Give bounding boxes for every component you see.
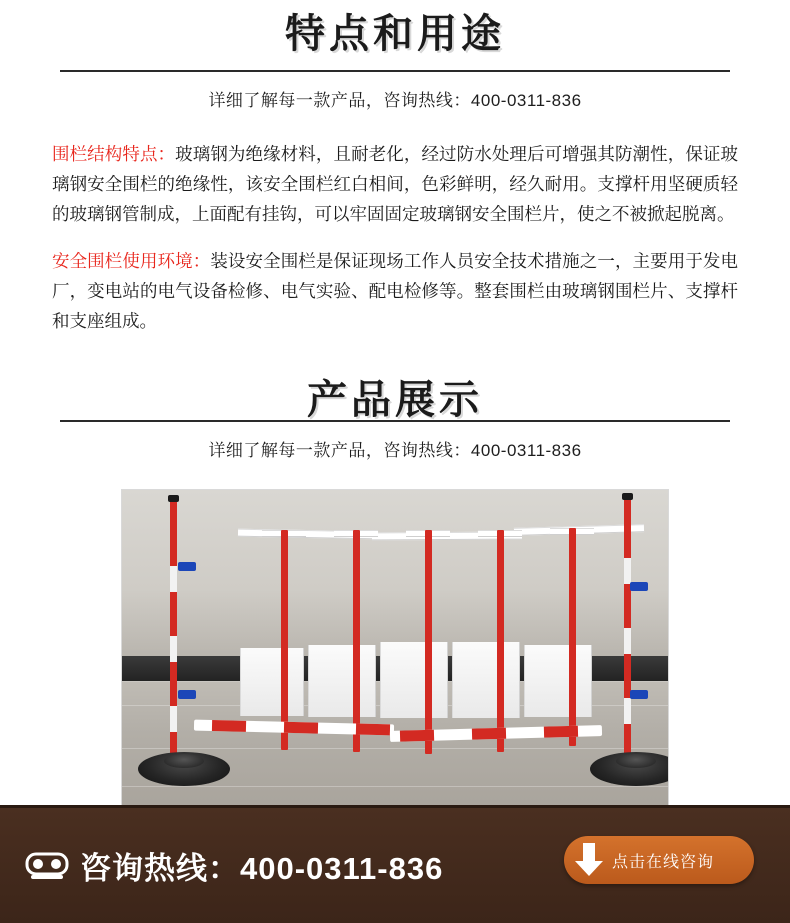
- fence-rod: [425, 530, 432, 754]
- footer-contact-bar: [0, 805, 790, 923]
- showcase-section-title: 产品展示: [307, 376, 483, 423]
- photo-wall: [122, 490, 668, 656]
- fence-support-post-left: [170, 500, 177, 770]
- fence-panel: [308, 645, 376, 717]
- paragraph-structure-text: 玻璃钢为绝缘材料，且耐老化，经过防水处理后可增强其防潮性，保证玻璃钢安全围栏的绝缘性，该安全围栏红白相间，色彩鲜明，经久耐用。支撑杆用坚硬质轻的玻璃钢管制成，上面配有挂钩，可以牢固固定玻璃钢安全围栏片，使之不被掀起脱离。: [52, 143, 739, 224]
- telephone-icon: [24, 848, 70, 884]
- fence-base-top: [616, 754, 656, 768]
- fence-rod: [497, 530, 504, 752]
- fence-panel: [380, 642, 448, 718]
- paragraph-structure-lead: 围栏结构特点：: [52, 143, 176, 164]
- fence-clamp: [178, 562, 196, 571]
- fence-clamp: [630, 690, 648, 699]
- fence-panel: [452, 642, 520, 718]
- showcase-subtitle: 详细了解每一款产品，咨询热线：400-0311-836: [208, 440, 582, 460]
- paragraph-structure: [52, 139, 738, 229]
- product-photo-scene: [122, 490, 668, 810]
- fence-rod: [569, 528, 576, 746]
- features-body: [52, 139, 738, 337]
- online-consult-button[interactable]: [564, 836, 754, 884]
- post-cap: [622, 493, 633, 500]
- paragraph-environment-text: 装设安全围栏是保证现场工作人员安全技术措施之一，主要用于发电厂，变电站的电气设备检修、电气实验、配电检修等。整套围栏由玻璃钢围栏片、支撑杆和支座组成。: [52, 251, 739, 331]
- online-consult-label: 点击在线咨询: [612, 853, 715, 871]
- arrow-down-icon: [566, 837, 612, 883]
- features-section-title: 特点和用途: [285, 11, 505, 57]
- fence-rod: [353, 530, 360, 752]
- paragraph-environment: [52, 246, 738, 336]
- hotline-label: 咨询热线：400-0311-836: [80, 851, 444, 886]
- product-photo: [121, 489, 669, 811]
- fence-base-left: [138, 752, 230, 786]
- fence-clamp: [178, 690, 196, 699]
- fence-support-post-right: [624, 498, 631, 770]
- fence-panel: [240, 648, 304, 716]
- post-cap: [168, 495, 179, 502]
- fence-base-top: [164, 754, 204, 768]
- features-subtitle: 详细了解每一款产品，咨询热线：400-0311-836: [208, 91, 582, 110]
- fence-base-right: [590, 752, 669, 786]
- fence-rod: [281, 530, 288, 750]
- fence-panel: [524, 645, 592, 717]
- fence-clamp: [630, 582, 648, 591]
- paragraph-environment-lead: 安全围栏使用环境：: [52, 251, 211, 271]
